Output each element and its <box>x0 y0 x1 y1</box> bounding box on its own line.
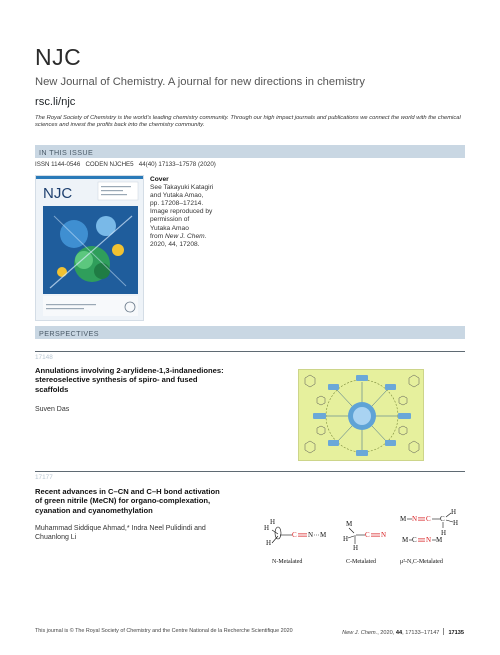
cover-line: Yutaka Amao <box>150 224 189 232</box>
atom-label: M <box>346 520 353 528</box>
scheme-label-n-metalated: N-Metalated <box>272 559 303 565</box>
atom-label: H <box>266 539 272 547</box>
atom-label: C <box>412 536 417 544</box>
atom-label: H <box>343 535 349 543</box>
section-bar-in-this-issue: IN THIS ISSUE <box>35 145 465 158</box>
cover-heading: Cover <box>150 176 169 183</box>
atom-label: H <box>453 519 459 527</box>
article-divider <box>35 351 465 352</box>
footer-copyright: This journal is © The Royal Society of Chemistry and the Centre National de la Recherche Scientifique 2020 <box>35 628 293 634</box>
cover-citation: 2020, 44, 17208. <box>150 240 200 248</box>
footer-volume: 44 <box>395 630 403 636</box>
journal-full-title: New Journal of Chemistry. A journal for new directions in chemistry <box>35 76 365 88</box>
footer-journal: New J. Chem. <box>342 630 378 636</box>
cover-thumb-title: NJC <box>43 185 73 202</box>
footer-page-number: 17135 <box>448 630 464 636</box>
atom-label: N <box>426 536 432 544</box>
cover-illustration <box>36 176 144 321</box>
volume-pages: 44(40) 17133–17578 (2020) <box>138 161 216 168</box>
cover-caption <box>150 176 270 249</box>
cover-source: from New J. Chem. <box>150 232 207 240</box>
issue-meta <box>35 161 216 168</box>
atom-label: H <box>353 544 359 552</box>
reaction-wheel-graphic <box>299 370 424 461</box>
metalation-scheme <box>262 508 468 566</box>
article-page-number[interactable]: 17148 <box>35 354 53 361</box>
cover-line: See Takayuki Katagiri <box>150 184 214 192</box>
issn: ISSN 1144-0546 <box>35 161 81 168</box>
atom-label: C <box>292 531 297 539</box>
rsc-blurb: The Royal Society of Chemistry is the world’s leading chemistry community. Through our high impact journals and publications we connect the world with the chemical sciences and invest the profits back into the chemistry community. <box>35 115 461 129</box>
article-authors: Suven Das <box>35 406 70 413</box>
atom-label: M <box>320 531 327 539</box>
atom-label: H <box>451 508 457 516</box>
footer-separator <box>443 628 444 635</box>
coden: CODEN NJCHE5 <box>85 161 134 168</box>
atom-label: M <box>436 536 443 544</box>
atom-label: C <box>440 515 445 523</box>
atom-label: H <box>264 524 270 532</box>
cover-line: pp. 17208–17214. <box>150 200 204 208</box>
scheme-label-mu2-metalated: μ²-N,C-Metalated <box>400 559 443 565</box>
article-page-number[interactable]: 17177 <box>35 474 53 481</box>
article-title[interactable]: Annulations involving 2-arylidene-1,3-indanediones: stereoselective synthesis of spiro- and fused scaffolds <box>35 366 224 394</box>
atom-label: C <box>426 515 431 523</box>
journal-abbreviation: NJC <box>35 44 82 70</box>
article-title[interactable]: Recent advances in C–CN and C–H bond activation of green nitrile (MeCN) for organo-complexation, cyanation and cyanomethylation <box>35 487 220 515</box>
atom-label: M <box>402 536 409 544</box>
atom-label: N <box>308 531 314 539</box>
cover-image[interactable] <box>35 175 144 321</box>
article-divider <box>35 471 465 472</box>
cover-line: Image reproduced by <box>150 208 213 216</box>
cover-source-journal: New J. Chem. <box>165 232 207 240</box>
atom-label: H <box>441 529 447 537</box>
atom-label: M <box>400 515 407 523</box>
atom-label: C <box>365 531 370 539</box>
section-bar-perspectives: PERSPECTIVES <box>35 326 465 339</box>
atom-label: N <box>412 515 418 523</box>
article-authors: Muhammad Siddique Ahmad,* Indra Neel Pulidindi and Chuanlong Li <box>35 525 206 541</box>
scheme-label-c-metalated: C-Metalated <box>346 559 376 565</box>
footer-citation: New J. Chem., 2020, 44, 17133–17147 17135 <box>342 630 464 636</box>
atom-label: N <box>381 531 387 539</box>
atom-label: H <box>270 518 276 526</box>
cover-line: and Yutaka Amao, <box>150 192 204 200</box>
cover-line: permission of <box>150 216 190 224</box>
journal-url[interactable]: rsc.li/njc <box>35 96 76 108</box>
toc-graphic-annulations[interactable] <box>298 369 424 461</box>
